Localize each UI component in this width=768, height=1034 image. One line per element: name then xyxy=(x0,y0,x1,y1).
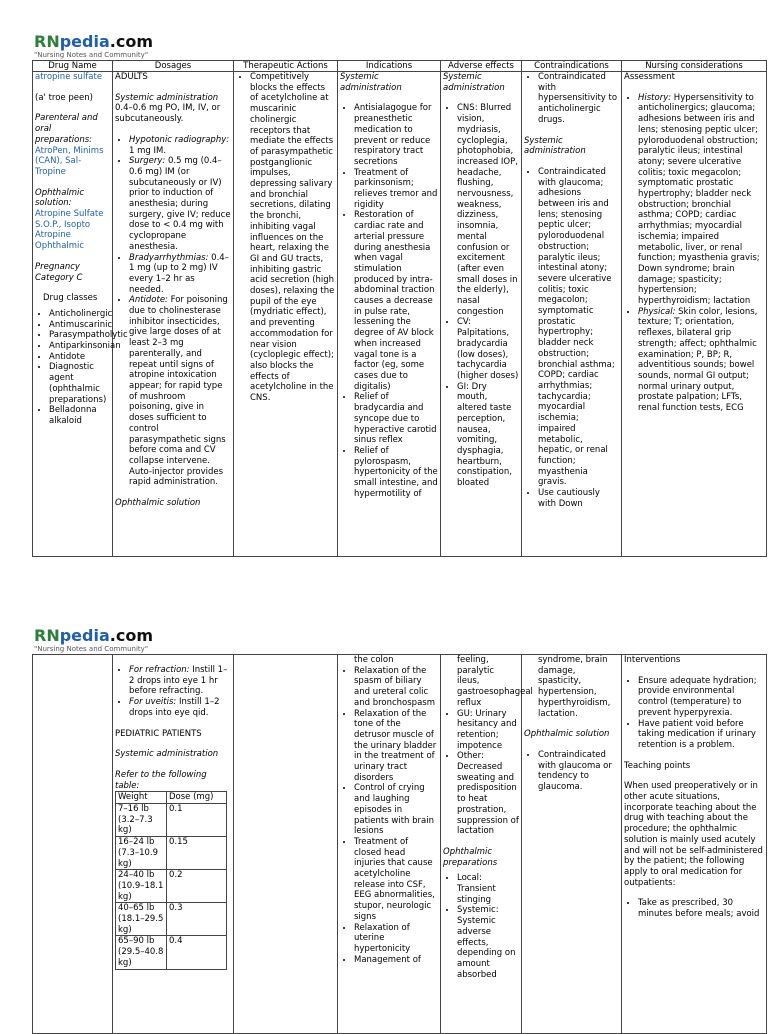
list-item: • Antimuscarinic xyxy=(49,320,110,331)
header-drug-name: Drug Name xyxy=(33,61,113,72)
header-therapeutic-actions: Therapeutic Actions xyxy=(234,61,338,72)
list-item: • Antiparkinsonian xyxy=(49,341,110,352)
parenteral-brands: AtroPen, Minims (CAN), Sal-Tropine xyxy=(35,145,104,177)
list-item: • Relief of bradycardia and syncope due to hyperactive carotid sinus reflex xyxy=(354,392,438,446)
brand-tagline: "Nursing Notes and Community" xyxy=(34,51,149,59)
list-item: • History: Hypersensitivity to anticholinergics; glaucoma; adhesions between iris and lens; stenosing peptic ulcer; pyloroduodenal obstruction; paralytic ileus; intestinal atony; severe ulcerative colitis; toxic megacolon; symptomatic prostatic hypertrophy; bladder neck obstruction; bronchial asthma; COPD; cardiac arrhythmias; myocardial ischemia; impaired metabolic, liver, or renal function; myasthenia gravis; Down syndrome; brain damage; spasticity; hypertension; hyperthyroidism; lactation xyxy=(638,93,764,307)
list-item: • Other: Decreased sweating and predisposition to heat prostration, suppression of lactation xyxy=(457,751,519,837)
list-item: • Physical: Skin color, lesions, texture; T; orientation, reflexes, bilateral grip strength; affect; ophthalmic examination; P, BP; R, adventitious sounds; bowel sounds, normal GI output; normal urinary output, prostate palpation; LFTs, renal function tests, ECG xyxy=(638,307,764,414)
list-item: • For uveitis: Instill 1–2 drops into eye qid. xyxy=(129,697,231,718)
table-row: 7–16 lb (3.2–7.3 kg) 0.1 xyxy=(116,804,227,837)
drug-table-page-2 xyxy=(32,654,767,1034)
header-nursing-considerations: Nursing considerations xyxy=(622,61,767,72)
list-item: • Treatment of parkinsonism; relieves tremor and rigidity xyxy=(354,168,438,211)
drug-classes-list xyxy=(35,308,128,427)
drug-name-cell xyxy=(33,72,128,557)
list-item: • Relaxation of the tone of the detrusor muscle of the urinary bladder in the treatment of urinary tract disorders xyxy=(354,709,438,784)
indications-list-2 xyxy=(340,666,438,966)
list-item: • Contraindicated with glaucoma or tendency to glaucoma. xyxy=(538,750,619,793)
list-item: • Parasympatholytic xyxy=(49,330,110,341)
dosage-pediatric: PEDIATRIC PATIENTS xyxy=(115,728,202,739)
list-item: • Belladonna alkaloid xyxy=(49,405,110,426)
drug-table-page-1 xyxy=(32,60,767,557)
drug-classes-label: Drug classes xyxy=(43,293,98,304)
dosage-refer: Refer to the following table: xyxy=(115,769,207,791)
nursing-cell xyxy=(622,72,767,557)
table-row: 40–65 lb (18.1–29.5 kg) 0.3 xyxy=(116,903,227,936)
ophthalmic-label: Ophthalmic solution: xyxy=(35,187,85,209)
list-item: • Have patient void before taking medication if urinary retention is a problem. xyxy=(638,719,764,751)
header-contraindications: Contraindications xyxy=(522,61,622,72)
list-item: • Anticholinergic xyxy=(49,309,110,320)
header-dosages: Dosages xyxy=(113,61,234,72)
list-item: • CNS: Blurred vision, mydriasis, cycloplegia, photophobia, increased IOP, headache, flushing, nervousness, weakness, dizziness, insomnia, mental confusion or excitement (after even small doses in the elderly), nasal congestion xyxy=(457,103,519,317)
indications-list xyxy=(340,103,438,499)
dosage-systemic: Systemic administration xyxy=(115,92,219,103)
table-row: 16–24 lb (7.3–10.9 kg) 0.15 xyxy=(116,837,227,870)
list-item: • Competitively blocks the effects of acetylcholine at muscarinic cholinergic receptors that mediate the effects of parasympathetic postganglionic impulses, depressing salivary and bronchial secretions, dilating the bronchi, inhibiting vagal influences on the heart, relaxing the GI and GU tracts, inhibiting gastric acid secretion (high doses), relaxing the pupil of the eye (mydriatic effect), and preventing accommodation for near vision (cycloplegic effect); also blocks the effects of acetylcholine in the CNS. xyxy=(250,72,335,404)
indications-cell-2 xyxy=(338,655,441,1034)
table-row xyxy=(33,72,767,557)
nursing-interventions: Interventions xyxy=(624,655,681,665)
indications-cell xyxy=(338,72,441,557)
contra-oph-list xyxy=(524,750,619,793)
list-item: • Contraindicated with hypersensitivity to anticholinergic drugs. xyxy=(538,72,619,126)
dosage-systemic-2: Systemic administration xyxy=(115,749,219,760)
list-item: • GU: Urinary hesitancy and retention; impotence xyxy=(457,709,519,752)
actions-cell xyxy=(234,72,338,557)
indications-cont: the colon xyxy=(354,655,394,665)
dosage-adults: ADULTS xyxy=(115,72,148,82)
adverse-head: Systemic administration xyxy=(443,72,505,93)
parenteral-label: Parenteral and oral preparations: xyxy=(35,113,98,145)
adverse-cont: feeling, paralytic ileus, gastroesophageal reflux xyxy=(457,655,533,708)
pronunciation: (a' troe peen) xyxy=(35,92,93,103)
adverse-cell-2 xyxy=(441,655,533,1034)
list-item: • Bradyarrhythmias: 0.4–1 mg (up to 2 mg) IV every 1–2 hr as needed. xyxy=(129,253,231,296)
table-row: 24–40 lb (10.9–18.1 kg) 0.2 xyxy=(116,870,227,903)
nursing-list xyxy=(624,93,764,414)
weight-dose-table xyxy=(115,791,227,969)
table-row: 65–90 lb (29.5–40.8 kg) 0.4 xyxy=(116,936,227,969)
list-item: • Systemic: Systemic adverse effects, depending on amount absorbed xyxy=(457,905,519,980)
indications-head: Systemic administration xyxy=(340,72,402,93)
list-item: • Surgery: 0.5 mg (0.4–0.6 mg) IM (or subcutaneously or IV) prior to induction of anesthesia; during surgery, give IV; reduce dose to < 0.4 mg with cyclopropane anesthesia. xyxy=(129,156,231,252)
table-header-row xyxy=(33,61,767,72)
drug-name: atropine sulfate xyxy=(35,72,103,82)
adverse-oph-list xyxy=(443,873,519,980)
adverse-list xyxy=(443,103,519,488)
contra-list xyxy=(524,167,619,510)
brand-rn: RN xyxy=(34,32,60,51)
list-item: • Antidote xyxy=(49,352,110,363)
brand-com: .com xyxy=(109,32,153,51)
contra-oph-head: Ophthalmic solution xyxy=(524,729,610,740)
list-item: • Treatment of closed head injuries that cause acetylcholine release into CSF, EEG abnormalities, stupor, neurologic signs xyxy=(354,837,438,923)
table-row xyxy=(33,655,767,1034)
list-item: • Contraindicated with glaucoma; adhesions between iris and lens; stenosing peptic ulcer; pyloroduodenal obstruction; paralytic ileus; intestinal atony; severe ulcerative colitis; toxic megacolon; symptomatic prostatic hypertrophy; bladder neck obstruction; bronchial asthma; COPD; cardiac arrhythmias; tachycardia; myocardial ischemia; impaired metabolic, hepatic, or renal function; myasthenia gravis. xyxy=(538,167,619,488)
list-item: • CV: Palpitations, bradycardia (low doses), tachycardia (higher doses) xyxy=(457,317,519,381)
brand-tagline-page-2: "Nursing Notes and Community" xyxy=(34,645,149,653)
brand-logo xyxy=(34,34,153,50)
dosages-cell-2 xyxy=(113,655,234,1034)
adverse-list-2 xyxy=(443,709,519,837)
list-item: • Use cautiously with Down xyxy=(538,488,619,509)
table-row: Weight Dose (mg) xyxy=(116,792,227,804)
list-item: • Local: Transient stinging xyxy=(457,873,519,905)
pregnancy-category: Pregnancy Category C xyxy=(35,261,83,283)
list-item: • Management of xyxy=(354,955,438,966)
adverse-oph-head: Ophthalmic preparations xyxy=(443,846,498,868)
list-item: • GI: Dry mouth, altered taste perception, nausea, vomiting, dysphagia, heartburn, constipation, bloated xyxy=(457,382,519,489)
brand-pedia: pedia xyxy=(59,32,110,51)
list-item: • Ensure adequate hydration; provide environmental control (temperature) to prevent hyperpyrexia. xyxy=(638,676,764,719)
actions-cell-2 xyxy=(234,655,338,1034)
list-item: • Antisialagogue for preanesthetic medication to prevent or reduce respiratory tract secretions xyxy=(354,103,438,167)
drug-name-cell-2 xyxy=(33,655,113,1034)
header-indications: Indications xyxy=(338,61,441,72)
contra-cell-2 xyxy=(522,655,622,1034)
list-item: • Relaxation of uterine hypertonicity xyxy=(354,923,438,955)
nursing-teaching: Teaching points xyxy=(624,760,691,771)
nursing-cell-2 xyxy=(622,655,767,1034)
nursing-teaching-text: When used preoperatively or in other acute situations, incorporate teaching about the drug with teaching about the procedure; the ophthalmic solution is mainly used acutely and will not be self-administered by the patient; the following apply to oral medication for outpatients: xyxy=(624,781,763,888)
dosage-dose: 0.4–0.6 mg PO, IM, IV, or subcutaneously. xyxy=(115,103,221,125)
list-item: • Relief of pylorospasm, hypertonicity of the small intestine, and hypermotility of xyxy=(354,446,438,500)
adverse-cell xyxy=(441,72,522,557)
list-item: • Control of crying and laughing episodes in patients with brain lesions xyxy=(354,783,438,837)
list-item: • Antidote: For poisoning due to cholinesterase inhibitor insecticides, give large doses of at least 2–3 mg parenterally, and repeat until signs of atropine intoxication appear; for rapid type of mushroom poisoning, give in doses sufficient to control parasympathetic signs before coma and CV collapse intervene. Auto-injector provides rapid administration. xyxy=(129,295,231,488)
header-adverse-effects: Adverse effects xyxy=(441,61,522,72)
dosage-ophthalmic: Ophthalmic solution xyxy=(115,498,201,509)
dosage-list-2 xyxy=(115,665,231,719)
contra-cell xyxy=(522,72,622,557)
nursing-teaching-list xyxy=(624,898,764,919)
brand-logo-page-2: RNpedia.com xyxy=(34,626,153,645)
dosage-list xyxy=(115,135,231,488)
nursing-assessment: Assessment xyxy=(624,72,675,82)
list-item: • Take as prescribed, 30 minutes before meals; avoid xyxy=(638,898,764,919)
list-item: • Restoration of cardiac rate and arterial pressure during anesthesia when vagal stimulation produced by intra-abdominal traction causes a decrease in pulse rate, lessening the degree of AV block when increased vagal tone is a factor (eg, some cases due to digitalis) xyxy=(354,210,438,392)
list-item: • Hypotonic radiography: 1 mg IM. xyxy=(129,135,231,156)
list-item: • For refraction: Instill 1–2 drops into eye 1 hr before refracting. xyxy=(129,665,231,697)
nursing-list-2 xyxy=(624,676,764,751)
dosages-cell xyxy=(113,72,234,557)
list-item: • Diagnostic agent (ophthalmic preparations) xyxy=(49,362,110,405)
ophthalmic-brands: Atropine Sulfate S.O.P., Isopto Atropine Ophthalmic xyxy=(35,209,104,252)
contra-cont: syndrome, brain damage, spasticity, hypertension, hyperthyroidism, lactation. xyxy=(538,655,611,719)
contra-head: Systemic administration xyxy=(524,135,586,157)
list-item: • Relaxation of the spasm of biliary and ureteral colic and bronchospasm xyxy=(354,666,438,709)
